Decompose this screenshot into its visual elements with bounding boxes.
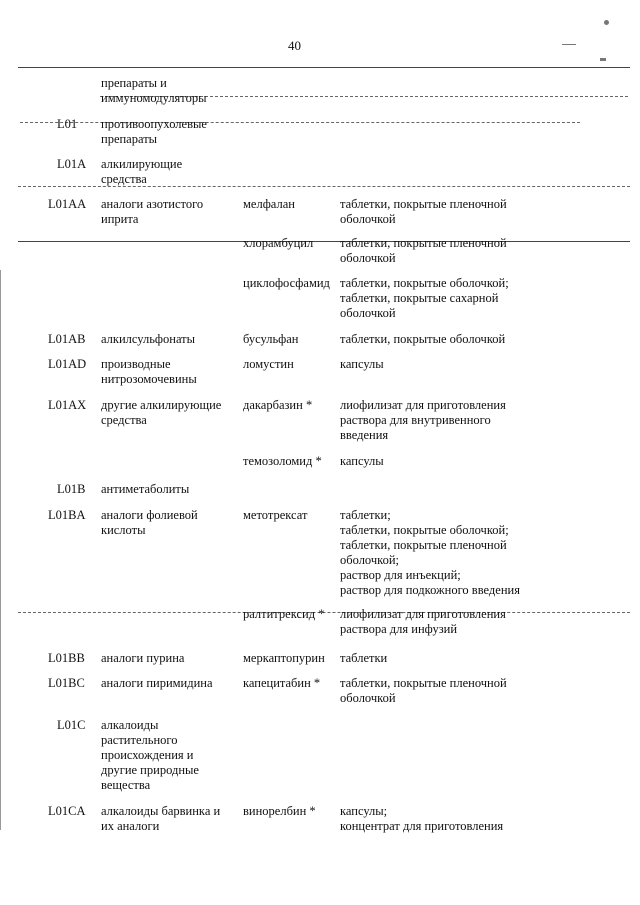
atc-code: L01AX: [48, 398, 87, 412]
dosage-form: капсулы; концентрат для приготовления: [340, 804, 504, 833]
dosage-form: таблетки, покрытые пленочной оболочкой: [340, 676, 507, 705]
dosage-form: таблетки, покрытые пленочной оболочкой: [340, 236, 507, 265]
drug-name: меркаптопурин: [243, 651, 325, 665]
atc-code: L01A: [57, 157, 87, 171]
atc-code: L01: [57, 117, 78, 131]
dosage-form: таблетки, покрытые оболочкой: [340, 332, 506, 346]
scan-mark: [604, 20, 609, 25]
group-name: алкалоиды барвинка и их аналоги: [101, 804, 221, 833]
atc-code: L01C: [57, 718, 86, 732]
atc-code: L01AB: [48, 332, 86, 346]
group-name: аналоги пурина: [101, 651, 185, 665]
drug-name: бусульфан: [243, 332, 299, 346]
group-name: аналоги пиримидина: [101, 676, 213, 690]
atc-code: L01AA: [48, 197, 87, 211]
atc-code: L01CA: [48, 804, 86, 818]
dosage-form: лиофилизат для приготовления раствора для внутривенного введения: [340, 398, 506, 442]
group-name: алкилирующие средства: [101, 157, 183, 186]
group-name: антиметаболиты: [101, 482, 190, 496]
drug-name: капецитабин *: [243, 676, 321, 690]
group-name: другие алкилирующие средства: [101, 398, 222, 427]
row-divider: [18, 241, 630, 242]
atc-code: L01BA: [48, 508, 86, 522]
group-name: аналоги азотистого иприта: [101, 197, 204, 226]
scan-mark: [600, 58, 606, 61]
drug-name: ломустин: [243, 357, 294, 371]
atc-code: L01B: [57, 482, 86, 496]
scan-edge: [0, 270, 1, 830]
group-name: производные нитрозомочевины: [101, 357, 197, 386]
dosage-form: капсулы: [340, 357, 384, 371]
header-rule: [18, 67, 630, 68]
group-name: алкалоиды растительного происхождения и другие природные вещества: [101, 718, 199, 792]
drug-name: ралтитрексид *: [243, 607, 325, 621]
page-number: 40: [288, 38, 301, 53]
drug-name: дакарбазин *: [243, 398, 313, 412]
group-name: препараты и иммуномодуляторы: [101, 76, 207, 105]
group-name: противоопухолевые препараты: [101, 117, 207, 146]
atc-code: L01BB: [48, 651, 85, 665]
drug-name: винорелбин *: [243, 804, 316, 818]
dosage-form: таблетки: [340, 651, 388, 665]
atc-code: L01AD: [48, 357, 87, 371]
dosage-form: лиофилизат для приготовления раствора для инфузий: [340, 607, 506, 636]
group-name: алкилсульфонаты: [101, 332, 196, 346]
dosage-form: капсулы: [340, 454, 384, 468]
drug-name: мелфалан: [243, 197, 295, 211]
dosage-form: таблетки, покрытые пленочной оболочкой: [340, 197, 507, 226]
drug-name: циклофосфамид: [243, 276, 330, 290]
drug-name: темозоломид *: [243, 454, 322, 468]
dosage-form: таблетки; таблетки, покрытые оболочкой; таблетки, покрытые пленочной оболочкой; раствор для инъекций; раствор для подкожного введения: [340, 508, 520, 597]
scan-mark: [562, 44, 576, 45]
drug-name: хлорамбуцил: [243, 236, 314, 250]
drug-name: метотрексат: [243, 508, 308, 522]
dosage-form: таблетки, покрытые оболочкой; таблетки, покрытые сахарной оболочкой: [340, 276, 509, 320]
group-name: аналоги фолиевой кислоты: [101, 508, 198, 537]
atc-code: L01BC: [48, 676, 85, 690]
